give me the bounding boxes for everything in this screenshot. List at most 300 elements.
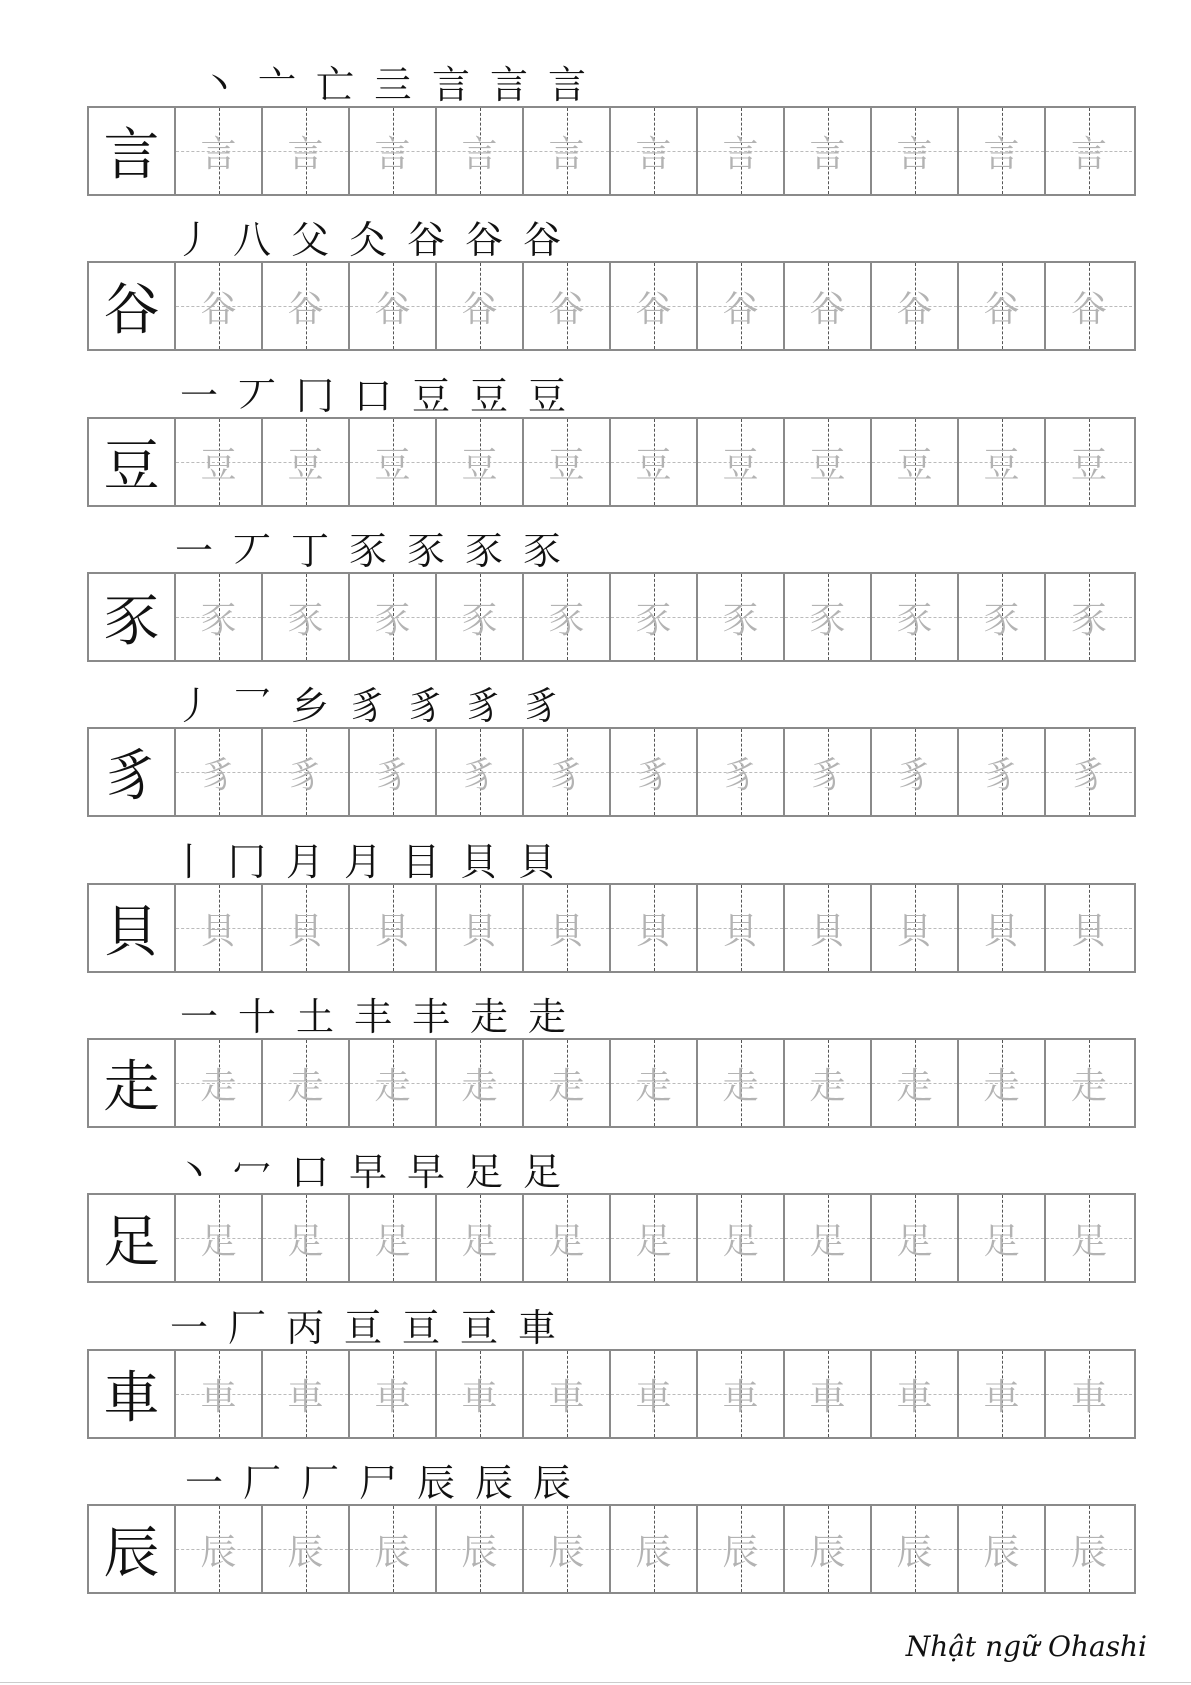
trace-kanji: 足 (200, 1220, 237, 1262)
trace-kanji: 言 (809, 133, 846, 175)
model-kanji: 豕 (103, 589, 160, 654)
trace-cell[interactable] (263, 263, 350, 349)
trace-kanji: 貝 (809, 910, 846, 952)
stroke-order (165, 1293, 561, 1350)
stroke-step: 丿 (174, 684, 213, 728)
trace-kanji: 車 (983, 1376, 1020, 1418)
trace-cell[interactable] (350, 729, 437, 815)
model-cell (89, 729, 176, 815)
model-kanji: 足 (103, 1210, 160, 1275)
stroke-step: 月 (343, 840, 382, 884)
stroke-step: 豆 (527, 374, 566, 418)
trace-cell[interactable] (698, 729, 785, 815)
trace-kanji: 貝 (461, 910, 498, 952)
trace-cell[interactable] (959, 885, 1046, 971)
trace-cell[interactable] (1046, 1506, 1132, 1592)
trace-kanji: 豸 (809, 754, 846, 796)
trace-cell[interactable] (611, 1040, 698, 1126)
trace-kanji: 言 (983, 133, 1020, 175)
trace-kanji: 谷 (548, 288, 585, 330)
trace-cell[interactable] (524, 729, 611, 815)
stroke-step: 早 (406, 1150, 445, 1194)
trace-cell[interactable] (611, 263, 698, 349)
trace-cell[interactable] (524, 108, 611, 194)
trace-kanji: 豕 (896, 599, 933, 641)
stroke-step: 丨 (169, 840, 208, 884)
trace-cell[interactable] (611, 729, 698, 815)
stroke-step: 厂 (300, 1461, 339, 1505)
trace-kanji: 走 (287, 1065, 324, 1107)
stroke-order (170, 671, 566, 728)
trace-kanji: 谷 (983, 288, 1020, 330)
model-cell (89, 1195, 176, 1281)
trace-kanji: 豆 (1070, 444, 1107, 486)
trace-cell[interactable] (698, 1351, 785, 1437)
trace-cell[interactable] (1046, 263, 1132, 349)
stroke-step: 丆 (237, 374, 276, 418)
trace-kanji: 貝 (635, 910, 672, 952)
trace-kanji: 言 (896, 133, 933, 175)
trace-cell[interactable] (785, 263, 872, 349)
trace-cell[interactable] (176, 729, 263, 815)
trace-kanji: 谷 (809, 288, 846, 330)
trace-cell[interactable] (698, 263, 785, 349)
trace-cell[interactable] (872, 729, 959, 815)
trace-kanji: 車 (722, 1376, 759, 1418)
trace-kanji: 豆 (461, 444, 498, 486)
trace-kanji: 辰 (1070, 1531, 1107, 1573)
trace-kanji: 豕 (548, 599, 585, 641)
trace-kanji: 言 (374, 133, 411, 175)
trace-kanji: 豕 (200, 599, 237, 641)
trace-kanji: 谷 (374, 288, 411, 330)
model-kanji: 豆 (103, 434, 160, 499)
trace-cell[interactable] (263, 574, 350, 660)
trace-kanji: 豆 (983, 444, 1020, 486)
trace-kanji: 言 (635, 133, 672, 175)
model-cell (89, 1351, 176, 1437)
trace-kanji: 辰 (635, 1531, 672, 1573)
trace-cell[interactable] (872, 108, 959, 194)
trace-kanji: 走 (461, 1065, 498, 1107)
stroke-step: 土 (295, 995, 334, 1039)
trace-cell[interactable] (1046, 1195, 1132, 1281)
stroke-step: 尸 (358, 1461, 397, 1505)
trace-cell[interactable] (698, 1040, 785, 1126)
model-kanji: 谷 (103, 278, 160, 343)
trace-cell[interactable] (524, 263, 611, 349)
trace-kanji: 車 (896, 1376, 933, 1418)
trace-cell[interactable] (611, 1351, 698, 1437)
stroke-step: 貝 (517, 840, 556, 884)
trace-kanji: 豸 (896, 754, 933, 796)
stroke-step: 豕 (406, 529, 445, 573)
stroke-order (180, 1448, 576, 1505)
trace-cell[interactable] (350, 263, 437, 349)
trace-cell[interactable] (176, 1195, 263, 1281)
trace-kanji: 言 (722, 133, 759, 175)
trace-kanji: 走 (1070, 1065, 1107, 1107)
stroke-step: 丆 (232, 529, 271, 573)
trace-kanji: 足 (635, 1220, 672, 1262)
trace-cell[interactable] (785, 729, 872, 815)
trace-cell[interactable] (698, 885, 785, 971)
stroke-order (195, 50, 591, 107)
trace-cell[interactable] (176, 263, 263, 349)
trace-kanji: 豸 (374, 754, 411, 796)
stroke-step: 豸 (406, 684, 445, 728)
trace-cell[interactable] (437, 1195, 524, 1281)
stroke-step: 谷 (522, 218, 561, 262)
practice-grid (87, 1038, 1136, 1128)
trace-cell[interactable] (872, 1506, 959, 1592)
trace-cell[interactable] (350, 1195, 437, 1281)
stroke-step: 亘 (401, 1306, 440, 1350)
stroke-step: 足 (522, 1150, 561, 1194)
stroke-step: 丰 (411, 995, 450, 1039)
trace-kanji: 言 (200, 133, 237, 175)
trace-kanji: 言 (1070, 133, 1107, 175)
trace-cell[interactable] (959, 729, 1046, 815)
trace-kanji: 谷 (635, 288, 672, 330)
practice-grid (87, 727, 1136, 817)
trace-cell[interactable] (872, 1195, 959, 1281)
trace-kanji: 車 (461, 1376, 498, 1418)
trace-kanji: 車 (1070, 1376, 1107, 1418)
trace-cell[interactable] (1046, 885, 1132, 971)
trace-cell[interactable] (872, 885, 959, 971)
trace-cell[interactable] (1046, 574, 1132, 660)
trace-kanji: 豸 (1070, 754, 1107, 796)
practice-grid (87, 417, 1136, 507)
stroke-step: 豕 (522, 529, 561, 573)
trace-cell[interactable] (524, 419, 611, 505)
stroke-step: 亠 (257, 63, 296, 107)
trace-cell[interactable] (611, 108, 698, 194)
trace-cell[interactable] (176, 574, 263, 660)
bottom-divider (0, 1682, 1191, 1683)
trace-kanji: 豸 (722, 754, 759, 796)
trace-cell[interactable] (263, 1040, 350, 1126)
stroke-step: 言 (489, 63, 528, 107)
trace-kanji: 走 (635, 1065, 672, 1107)
trace-kanji: 谷 (287, 288, 324, 330)
trace-cell[interactable] (959, 574, 1046, 660)
trace-cell[interactable] (350, 419, 437, 505)
trace-cell[interactable] (176, 1040, 263, 1126)
trace-kanji: 辰 (374, 1531, 411, 1573)
trace-kanji: 貝 (548, 910, 585, 952)
trace-kanji: 貝 (374, 910, 411, 952)
trace-cell[interactable] (1046, 419, 1132, 505)
trace-cell[interactable] (176, 885, 263, 971)
stroke-step: 車 (517, 1306, 556, 1350)
trace-kanji: 走 (809, 1065, 846, 1107)
model-cell (89, 108, 176, 194)
trace-kanji: 豆 (287, 444, 324, 486)
trace-kanji: 足 (896, 1220, 933, 1262)
trace-cell[interactable] (959, 1195, 1046, 1281)
trace-kanji: 豸 (461, 754, 498, 796)
stroke-order (170, 205, 566, 262)
trace-cell[interactable] (959, 1040, 1046, 1126)
trace-cell[interactable] (785, 574, 872, 660)
trace-cell[interactable] (872, 574, 959, 660)
trace-cell[interactable] (437, 419, 524, 505)
trace-cell[interactable] (350, 574, 437, 660)
trace-kanji: 豕 (287, 599, 324, 641)
trace-kanji: 車 (635, 1376, 672, 1418)
model-cell (89, 419, 176, 505)
stroke-step: 仌 (348, 218, 387, 262)
model-kanji: 辰 (103, 1521, 160, 1586)
trace-cell[interactable] (263, 419, 350, 505)
trace-cell[interactable] (1046, 1040, 1132, 1126)
trace-cell[interactable] (1046, 729, 1132, 815)
trace-cell[interactable] (437, 263, 524, 349)
stroke-step: 冂 (227, 840, 266, 884)
stroke-step: 十 (237, 995, 276, 1039)
trace-cell[interactable] (437, 1040, 524, 1126)
stroke-step: 厂 (242, 1461, 281, 1505)
stroke-step: 一 (184, 1461, 223, 1505)
stroke-step: 亡 (315, 63, 354, 107)
trace-cell[interactable] (437, 1351, 524, 1437)
trace-cell[interactable] (350, 885, 437, 971)
trace-kanji: 走 (200, 1065, 237, 1107)
stroke-step: 亘 (459, 1306, 498, 1350)
trace-cell[interactable] (524, 1506, 611, 1592)
trace-cell[interactable] (785, 108, 872, 194)
trace-cell[interactable] (611, 419, 698, 505)
stroke-step: 谷 (406, 218, 445, 262)
trace-cell[interactable] (611, 1506, 698, 1592)
model-cell (89, 574, 176, 660)
brand-signature: Nhật ngữ Ohashi (905, 1630, 1147, 1663)
practice-grid (87, 883, 1136, 973)
trace-kanji: 貝 (1070, 910, 1107, 952)
trace-kanji: 豕 (374, 599, 411, 641)
trace-cell[interactable] (263, 885, 350, 971)
model-kanji: 貝 (103, 900, 160, 965)
trace-kanji: 走 (722, 1065, 759, 1107)
stroke-step: 貝 (459, 840, 498, 884)
stroke-step: 乛 (232, 684, 271, 728)
trace-kanji: 辰 (461, 1531, 498, 1573)
model-kanji: 豸 (103, 744, 160, 809)
trace-kanji: 車 (548, 1376, 585, 1418)
trace-kanji: 豆 (200, 444, 237, 486)
stroke-step: 丶 (199, 63, 238, 107)
trace-cell[interactable] (350, 108, 437, 194)
stroke-step: 丙 (285, 1306, 324, 1350)
trace-kanji: 豕 (722, 599, 759, 641)
trace-kanji: 車 (374, 1376, 411, 1418)
trace-kanji: 辰 (200, 1531, 237, 1573)
trace-cell[interactable] (698, 419, 785, 505)
stroke-step: 一 (174, 529, 213, 573)
trace-cell[interactable] (611, 1195, 698, 1281)
trace-kanji: 足 (1070, 1220, 1107, 1262)
stroke-step: 走 (527, 995, 566, 1039)
stroke-step: 冖 (232, 1150, 271, 1194)
trace-cell[interactable] (1046, 1351, 1132, 1437)
stroke-step: 豕 (464, 529, 503, 573)
trace-cell[interactable] (176, 1506, 263, 1592)
trace-kanji: 豸 (635, 754, 672, 796)
trace-cell[interactable] (263, 108, 350, 194)
trace-kanji: 足 (722, 1220, 759, 1262)
stroke-step: 亘 (343, 1306, 382, 1350)
trace-kanji: 豕 (809, 599, 846, 641)
model-kanji: 言 (103, 123, 160, 188)
trace-kanji: 豸 (200, 754, 237, 796)
trace-kanji: 豆 (374, 444, 411, 486)
stroke-step: 足 (464, 1150, 503, 1194)
trace-cell[interactable] (785, 1195, 872, 1281)
trace-cell[interactable] (524, 574, 611, 660)
trace-cell[interactable] (959, 1351, 1046, 1437)
stroke-step: 丁 (290, 529, 329, 573)
trace-kanji: 足 (461, 1220, 498, 1262)
trace-kanji: 豸 (548, 754, 585, 796)
practice-grid (87, 1504, 1136, 1594)
trace-kanji: 豕 (983, 599, 1020, 641)
trace-kanji: 辰 (548, 1531, 585, 1573)
trace-cell[interactable] (350, 1351, 437, 1437)
model-cell (89, 885, 176, 971)
trace-kanji: 言 (287, 133, 324, 175)
trace-cell[interactable] (872, 419, 959, 505)
stroke-step: 豸 (348, 684, 387, 728)
practice-grid (87, 261, 1136, 351)
stroke-step: 口 (353, 374, 392, 418)
trace-cell[interactable] (437, 885, 524, 971)
trace-cell[interactable] (524, 1195, 611, 1281)
trace-cell[interactable] (350, 1040, 437, 1126)
trace-cell[interactable] (437, 729, 524, 815)
trace-cell[interactable] (524, 1351, 611, 1437)
trace-cell[interactable] (785, 1351, 872, 1437)
trace-cell[interactable] (785, 885, 872, 971)
trace-kanji: 走 (896, 1065, 933, 1107)
stroke-step: 豸 (464, 684, 503, 728)
trace-cell[interactable] (176, 1351, 263, 1437)
stroke-order (175, 361, 571, 418)
stroke-order (175, 982, 571, 1039)
stroke-step: 乡 (290, 684, 329, 728)
model-cell (89, 1506, 176, 1592)
stroke-step: 谷 (464, 218, 503, 262)
trace-kanji: 貝 (200, 910, 237, 952)
trace-cell[interactable] (524, 885, 611, 971)
trace-kanji: 谷 (722, 288, 759, 330)
stroke-step: 亖 (373, 63, 412, 107)
trace-cell[interactable] (785, 1506, 872, 1592)
trace-kanji: 貝 (722, 910, 759, 952)
practice-grid (87, 1193, 1136, 1283)
trace-cell[interactable] (698, 1195, 785, 1281)
trace-kanji: 言 (461, 133, 498, 175)
model-kanji: 車 (103, 1366, 160, 1431)
trace-kanji: 谷 (461, 288, 498, 330)
trace-cell[interactable] (698, 108, 785, 194)
trace-kanji: 辰 (983, 1531, 1020, 1573)
stroke-step: 豕 (348, 529, 387, 573)
trace-cell[interactable] (437, 1506, 524, 1592)
trace-kanji: 足 (983, 1220, 1020, 1262)
trace-kanji: 車 (200, 1376, 237, 1418)
trace-kanji: 車 (809, 1376, 846, 1418)
trace-cell[interactable] (959, 263, 1046, 349)
trace-kanji: 辰 (896, 1531, 933, 1573)
trace-kanji: 足 (809, 1220, 846, 1262)
trace-cell[interactable] (176, 108, 263, 194)
trace-cell[interactable] (437, 108, 524, 194)
trace-cell[interactable] (437, 574, 524, 660)
trace-kanji: 豸 (287, 754, 324, 796)
trace-cell[interactable] (263, 1351, 350, 1437)
model-cell (89, 263, 176, 349)
trace-cell[interactable] (785, 419, 872, 505)
trace-cell[interactable] (785, 1040, 872, 1126)
trace-cell[interactable] (872, 1351, 959, 1437)
practice-grid (87, 106, 1136, 196)
stroke-step: 豸 (522, 684, 561, 728)
trace-kanji: 足 (287, 1220, 324, 1262)
trace-cell[interactable] (872, 263, 959, 349)
trace-kanji: 豕 (1070, 599, 1107, 641)
trace-cell[interactable] (176, 419, 263, 505)
trace-cell[interactable] (959, 108, 1046, 194)
trace-kanji: 走 (374, 1065, 411, 1107)
stroke-step: 厂 (227, 1306, 266, 1350)
stroke-step: 父 (290, 218, 329, 262)
trace-cell[interactable] (1046, 108, 1132, 194)
trace-cell[interactable] (698, 1506, 785, 1592)
trace-cell[interactable] (263, 1195, 350, 1281)
stroke-step: 言 (547, 63, 586, 107)
trace-kanji: 貝 (287, 910, 324, 952)
trace-cell[interactable] (611, 885, 698, 971)
trace-cell[interactable] (263, 1506, 350, 1592)
trace-cell[interactable] (698, 574, 785, 660)
stroke-step: 丰 (353, 995, 392, 1039)
trace-kanji: 貝 (896, 910, 933, 952)
stroke-step: 冂 (295, 374, 334, 418)
trace-kanji: 谷 (896, 288, 933, 330)
trace-cell[interactable] (263, 729, 350, 815)
trace-cell[interactable] (350, 1506, 437, 1592)
trace-cell[interactable] (611, 574, 698, 660)
practice-grid (87, 572, 1136, 662)
trace-kanji: 豆 (548, 444, 585, 486)
trace-cell[interactable] (959, 419, 1046, 505)
stroke-step: 月 (285, 840, 324, 884)
trace-cell[interactable] (872, 1040, 959, 1126)
practice-grid (87, 1349, 1136, 1439)
stroke-order (170, 1137, 566, 1194)
stroke-step: 早 (348, 1150, 387, 1194)
trace-kanji: 豆 (896, 444, 933, 486)
trace-kanji: 足 (548, 1220, 585, 1262)
trace-cell[interactable] (524, 1040, 611, 1126)
trace-kanji: 辰 (287, 1531, 324, 1573)
stroke-step: 一 (169, 1306, 208, 1350)
trace-kanji: 辰 (722, 1531, 759, 1573)
trace-cell[interactable] (959, 1506, 1046, 1592)
trace-kanji: 豆 (635, 444, 672, 486)
